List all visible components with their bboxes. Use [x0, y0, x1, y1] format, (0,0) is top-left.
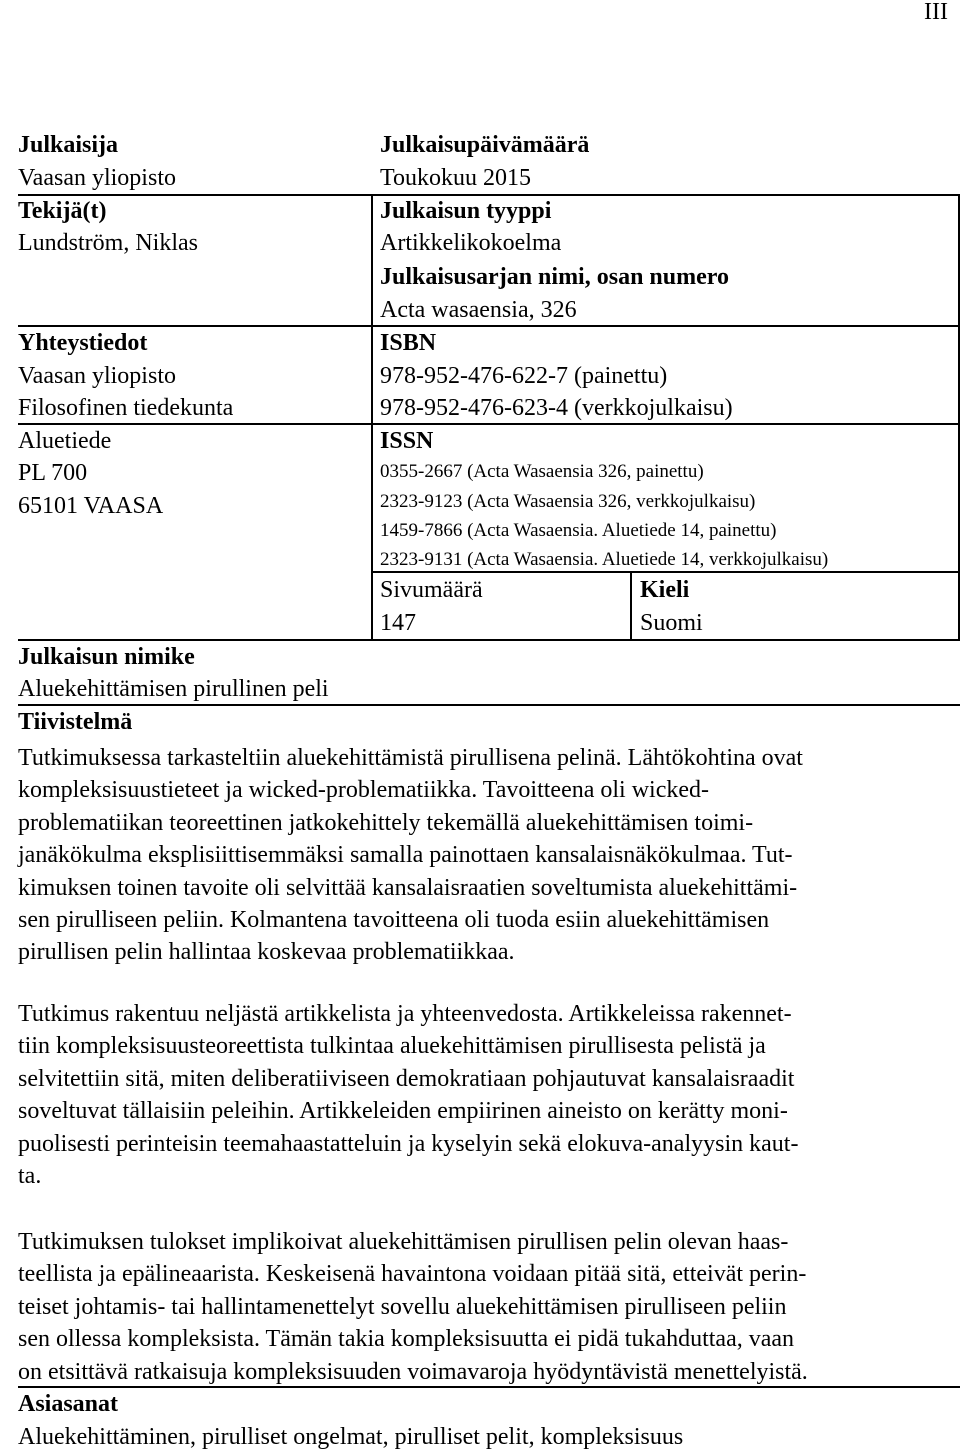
abstract-line: Tutkimuksessa tarkasteltiin aluekehittämistä pirullisena pelinä. Lähtökohtina ovat — [18, 745, 803, 771]
publication-type-value: Artikkelikokoelma — [380, 230, 562, 256]
contact-line: Vaasan yliopisto — [18, 363, 176, 389]
authors-label: Tekijä(t) — [18, 198, 107, 224]
abstract-line: Tutkimuksen tulokset implikoivat aluekehittämisen pirullisen pelin olevan haas- — [18, 1229, 789, 1255]
publication-date-label: Julkaisupäivämäärä — [380, 132, 590, 158]
contact-line: Filosofinen tiedekunta — [18, 395, 234, 421]
isbn-label: ISBN — [380, 330, 437, 356]
authors-value: Lundström, Niklas — [18, 230, 198, 256]
keywords-value: Aluekehittäminen, pirulliset ongelmat, pirulliset pelit, kompleksisuus — [18, 1424, 684, 1450]
abstract-line: selvitettiin sitä, miten deliberatiiviseen demokratiaan pohjautuvat kansalaisraadit — [18, 1065, 795, 1092]
publication-type-label: Julkaisun tyyppi — [380, 198, 552, 224]
pages-label: Sivumäärä — [380, 577, 483, 603]
publisher-label: Julkaisija — [18, 132, 119, 158]
publisher-value: Vaasan yliopisto — [18, 165, 176, 191]
publication-date-value: Toukokuu 2015 — [380, 165, 531, 191]
abstract-line: tiin kompleksisuusteoreettista tulkintaa aluekehittämisen pirullisesta pelistä ja — [18, 1033, 766, 1060]
rule-pages-lang — [630, 571, 632, 639]
abstract-line: soveltuvat tällaisiin peleihin. Artikkeleiden empiirinen aineisto on kerätty moni- — [18, 1098, 788, 1125]
abstract-line: sen pirulliseen peliin. Kolmantena tavoitteena oli tuoda esiin aluekehittämisen — [18, 907, 770, 934]
abstract-line: on etsittävä ratkaisuja kompleksisuuden voimavaroja hyödyntävistä menettelyistä. — [18, 1358, 808, 1385]
issn-label: ISSN — [380, 428, 434, 454]
abstract-line: sen ollessa kompleksista. Tämän takia kompleksisuutta ei pidä tukahduttaa, vaan — [18, 1326, 795, 1353]
abstract-label: Tiivistelmä — [18, 709, 133, 735]
isbn-line: 978-952-476-622-7 (painettu) — [380, 363, 668, 389]
language-value: Suomi — [640, 610, 703, 636]
rule-column — [371, 194, 373, 639]
abstract-line: Tutkimus rakentuu neljästä artikkelista ja yhteenvedosta. Artikkeleissa rakennet- — [18, 1001, 792, 1027]
series-label: Julkaisusarjan nimi, osan numero — [380, 264, 729, 290]
pages-value: 147 — [380, 610, 416, 636]
abstract-paragraph-3 — [18, 1226, 948, 1388]
abstract-line: teellista ja epälineaarista. Keskeisenä havaintona voidaan pitää sitä, etteivät perin- — [18, 1261, 807, 1288]
abstract-line: janäkökulma eksplisiittisemmäksi samalla painottaen kansalaisnäkökulmaa. Tut- — [18, 842, 793, 869]
language-label: Kieli — [640, 577, 690, 603]
page-number: III — [924, 0, 948, 25]
abstract-line: pirullisen pelin hallintaa koskevaa problematiikkaa. — [18, 939, 515, 966]
contact-line: Aluetiede — [18, 428, 112, 454]
abstract-line: kimuksen toinen tavoite oli selvittää kansalaisraatien soveltumista aluekehittämi- — [18, 874, 798, 901]
title-label: Julkaisun nimike — [18, 644, 195, 670]
abstract-line: kompleksisuustieteet ja wicked-problematiikka. Tavoitteena oli wicked- — [18, 777, 710, 804]
abstract-line: teiset johtamis- tai hallintamenettelyt sovellu aluekehittämisen pirulliseen peliin — [18, 1293, 787, 1320]
series-value: Acta wasaensia, 326 — [380, 297, 577, 323]
issn-line: 2323-9131 (Acta Wasaensia. Aluetiede 14, verkkojulkaisu) — [380, 549, 829, 570]
abstract-paragraph-1 — [18, 742, 948, 969]
title-value: Aluekehittämisen pirullinen peli — [18, 676, 329, 702]
abstract-line: puolisesti perinteisin teemahaastatteluin ja kyselyin sekä elokuva-analyysin kaut- — [18, 1130, 799, 1157]
issn-line: 0355-2667 (Acta Wasaensia 326, painettu) — [380, 461, 704, 482]
abstract-paragraph-2 — [18, 998, 948, 1192]
issn-line: 1459-7866 (Acta Wasaensia. Aluetiede 14, painettu) — [380, 520, 777, 541]
abstract-line: ta. — [18, 1163, 42, 1190]
issn-line: 2323-9123 (Acta Wasaensia 326, verkkojulkaisu) — [380, 491, 756, 512]
keywords-label: Asiasanat — [18, 1391, 119, 1417]
contact-line: PL 700 — [18, 460, 88, 486]
contact-label: Yhteystiedot — [18, 330, 148, 356]
abstract-line: problematiikan teoreettinen jatkokehittely tekemällä aluekehittämisen toimi- — [18, 809, 754, 836]
isbn-line: 978-952-476-623-4 (verkkojulkaisu) — [380, 395, 733, 421]
contact-line: 65101 VAASA — [18, 493, 164, 519]
